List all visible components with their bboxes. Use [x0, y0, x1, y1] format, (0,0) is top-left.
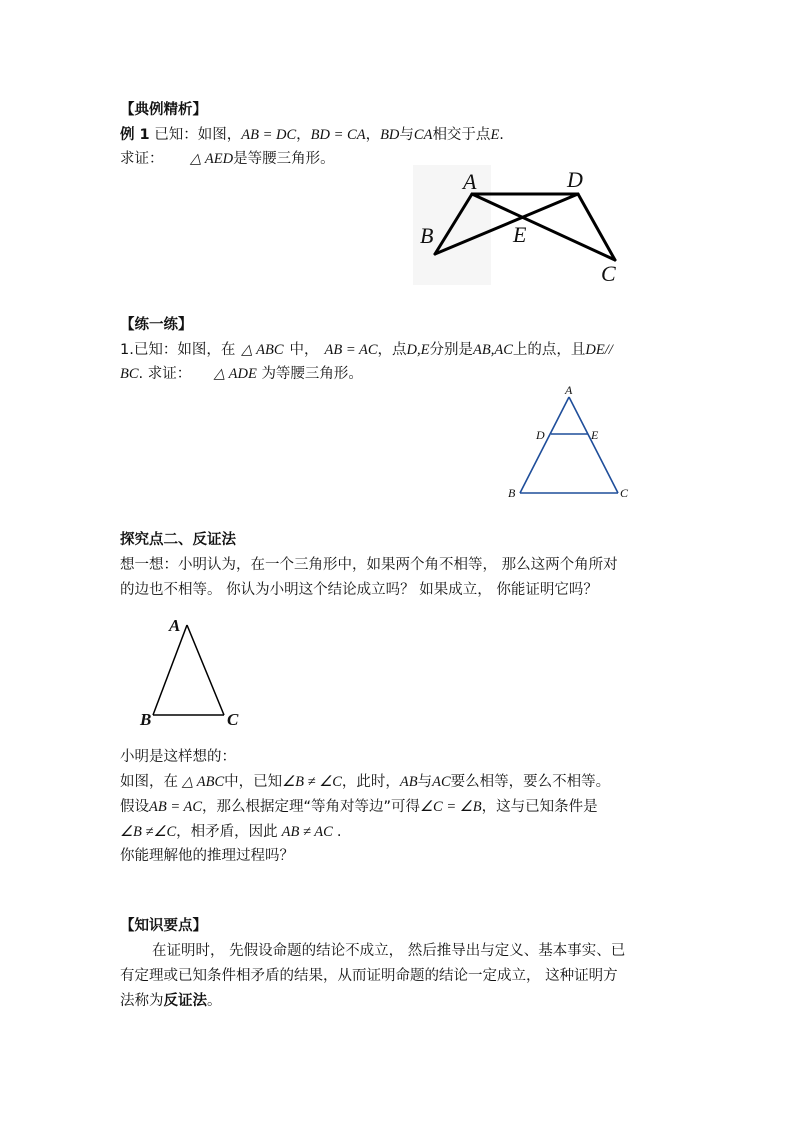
reasoning-line-3 — [120, 822, 341, 842]
figure-isosceles-triangle-de — [505, 380, 635, 505]
label-d: D — [536, 428, 545, 442]
example-text: 相交于点 — [432, 127, 491, 143]
math-angle-c-eq-b: ∠C = ∠B — [420, 799, 482, 815]
key-points-line-3 — [120, 991, 222, 1011]
prove-text: 是等腰三角形。 — [233, 151, 335, 167]
math-ac: AC — [432, 774, 451, 790]
label-a: A — [463, 169, 477, 194]
example-text: 已知：如图， — [154, 127, 242, 143]
practice-text: 为等腰三角形。 — [261, 366, 363, 382]
segment-ab — [153, 625, 187, 715]
practice-text: 中， — [289, 342, 319, 358]
key-points-text: 。 — [207, 993, 222, 1009]
math-ab-eq-ac: AB = AC — [149, 799, 203, 815]
key-points-line-1: 在证明时， 先假设命题的结论不成立， 然后推导出与定义、基本事实、已 — [152, 943, 626, 959]
prove-label: 求证： — [120, 151, 164, 167]
label-c: C — [601, 261, 616, 286]
math-triangle-ade: △ ADE — [213, 366, 257, 382]
reasoning-text: 如图，在 — [120, 774, 178, 790]
term-proof-by-contradiction: 反证法 — [163, 993, 207, 1009]
math-e: E — [490, 127, 500, 143]
key-points-line-2: 有定理或已知条件相矛盾的结果，从而证明命题的结论一定成立， 这种证明方 — [120, 968, 618, 984]
practice-text: . — [138, 366, 144, 382]
example-text: 与 — [399, 127, 414, 143]
math-de-parallel: DE// — [585, 342, 613, 358]
label-c: C — [620, 486, 629, 500]
section-heading-proof-by-contradiction: 探究点二、反证法 — [120, 532, 236, 548]
reasoning-text: ，这与已知条件是 — [481, 799, 598, 815]
section-heading-example: 【典例精析】 — [120, 102, 207, 118]
practice-1-prove — [120, 364, 363, 384]
example-text: ， — [296, 127, 311, 143]
example-text: ， — [365, 127, 381, 143]
segment-ab — [520, 397, 569, 493]
practice-text: ，点 — [377, 342, 407, 358]
reasoning-intro: 小明是这样想的： — [120, 749, 236, 765]
math-d-e: D,E — [406, 342, 430, 358]
reasoning-text: 假设 — [120, 799, 149, 815]
segment-ac — [187, 625, 224, 715]
math-ca: CA — [413, 127, 433, 143]
reasoning-text: ，相矛盾，因此 — [176, 824, 278, 840]
label-d: D — [567, 167, 583, 192]
reasoning-text: 要么相等，要么不相等。 — [450, 774, 611, 790]
figure-triangle-abc — [135, 612, 250, 730]
math-ab-eq-ac: AB = AC — [324, 342, 378, 358]
math-ab-neq-ac: AB ≠ AC — [281, 824, 333, 840]
label-b: B — [140, 710, 152, 729]
reasoning-text: ，此时， — [341, 774, 400, 790]
segment-ac — [472, 194, 615, 260]
practice-text: 上的点，且 — [512, 342, 586, 358]
figure-crossed-quadrilateral — [410, 165, 630, 290]
label-b: B — [420, 223, 434, 248]
prove-label: 求证： — [147, 366, 192, 382]
key-points-text: 法称为 — [120, 993, 164, 1009]
segment-ac — [569, 397, 618, 493]
section-heading-practice: 【练一练】 — [120, 317, 193, 333]
reasoning-line-2 — [120, 797, 598, 817]
label-a: A — [565, 383, 573, 397]
math-bc: BC — [120, 366, 139, 382]
math-angle-b-neq-c: ∠B ≠ ∠C — [282, 774, 342, 790]
label-b: B — [508, 486, 516, 500]
math-bd: BD — [380, 127, 400, 143]
reasoning-text: ，那么根据定理“等角对等边”可得 — [202, 799, 421, 815]
practice-text: 分别是 — [429, 342, 473, 358]
example-1-prove — [120, 149, 335, 169]
math-bd-eq-ca: BD = CA — [310, 127, 366, 143]
math-ab-ac: AB,AC — [473, 342, 513, 358]
practice-1-statement — [120, 340, 613, 360]
example-1-statement — [120, 125, 504, 145]
math-triangle-aed: △ AED — [190, 151, 234, 167]
think-paragraph-line-1: 想一想：小明认为，在一个三角形中，如果两个角不相等， 那么这两个角所对 — [120, 557, 618, 573]
example-label: 例 1 — [120, 127, 150, 143]
math-ab: AB — [399, 774, 418, 790]
math-triangle-abc: △ ABC — [241, 342, 284, 358]
label-c: C — [227, 710, 239, 729]
label-a: A — [169, 616, 181, 635]
example-text: . — [499, 127, 504, 143]
reasoning-text: 与 — [417, 774, 433, 790]
section-heading-key-points: 【知识要点】 — [120, 918, 207, 934]
math-ab-eq-dc: AB = DC — [241, 127, 297, 143]
reasoning-line-1 — [120, 772, 610, 792]
label-e: E — [513, 222, 527, 247]
practice-text: 1.已知：如图，在 — [120, 342, 236, 358]
reasoning-text: 中，已知 — [224, 774, 283, 790]
label-e: E — [591, 428, 599, 442]
math-triangle-abc: △ ABC — [182, 774, 225, 790]
reasoning-text: . — [336, 824, 342, 840]
math-angle-b-neq-c: ∠B ≠∠C — [120, 824, 177, 840]
reasoning-question: 你能理解他的推理过程吗？ — [120, 848, 294, 864]
think-paragraph-line-2: 的边也不相等。 你认为小明这个结论成立吗？ 如果成立， 你能证明它吗？ — [120, 582, 598, 598]
